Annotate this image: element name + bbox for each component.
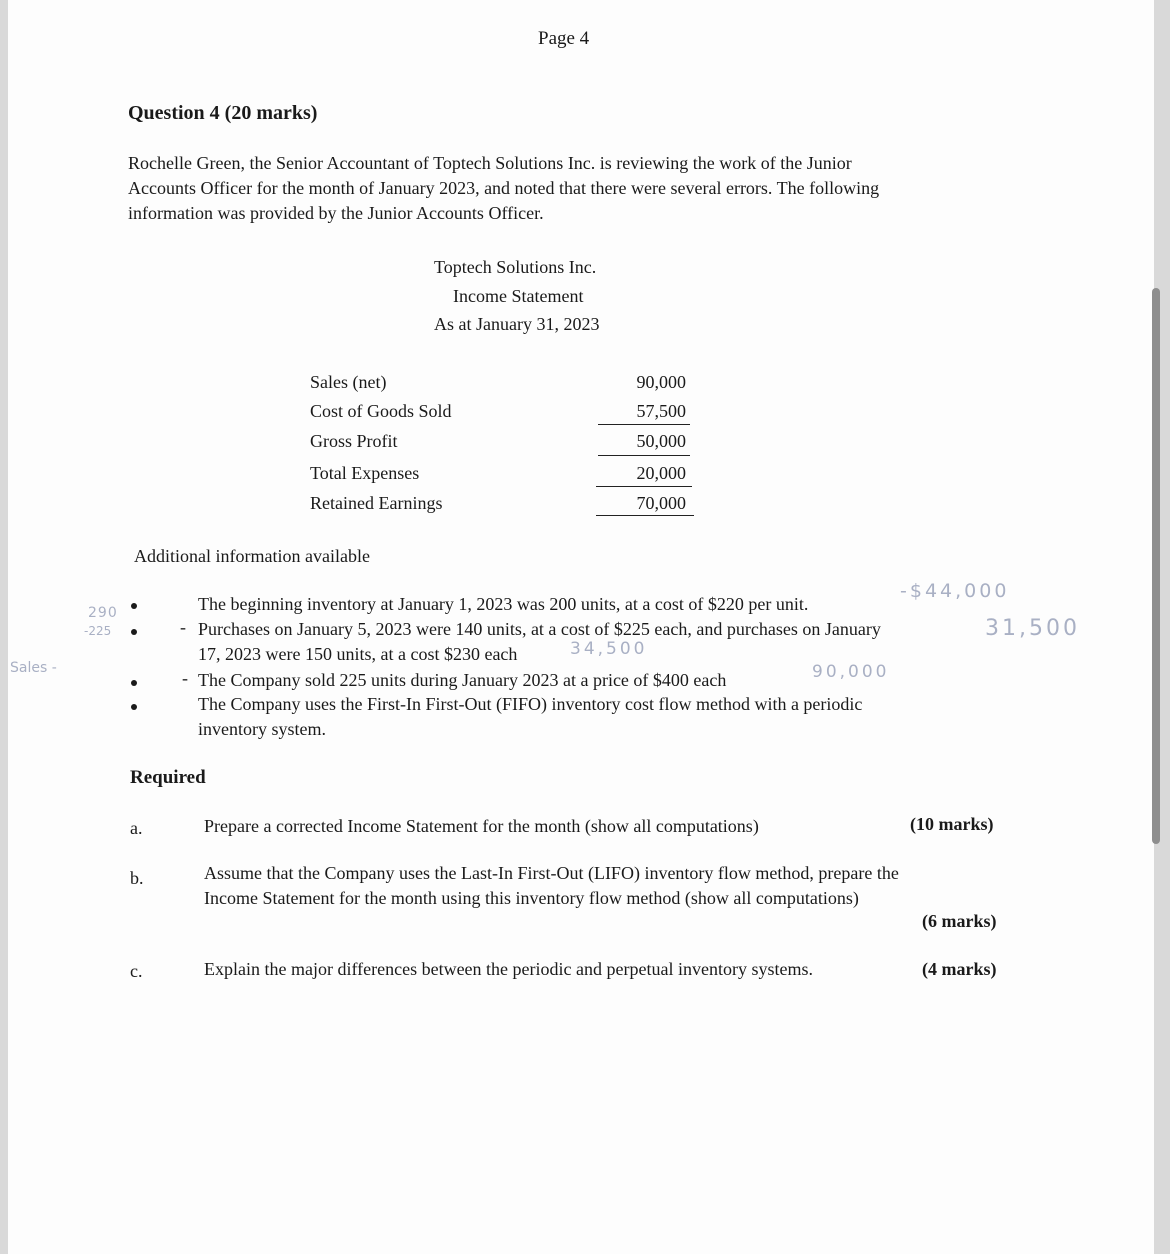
intro-line-2: Accounts Officer for the month of January 2023, and noted that there were several errors. The following — [128, 178, 880, 198]
handwritten-note-sales: 90,000 — [812, 662, 890, 682]
part-b-letter: b. — [130, 868, 144, 888]
statement-row-label: Total Expenses — [310, 463, 420, 483]
statement-row-label: Sales (net) — [310, 372, 387, 392]
total-underline — [596, 486, 692, 487]
total-underline — [598, 455, 690, 456]
handwritten-margin-3: Sales - — [10, 660, 57, 676]
handwritten-margin-1: 290 — [88, 605, 118, 621]
part-b-marks: (6 marks) — [922, 911, 997, 931]
required-heading: Required — [130, 767, 206, 788]
handwritten-dash: - — [180, 617, 186, 637]
statement-row-label: Cost of Goods Sold — [310, 401, 452, 421]
bullet-dot — [131, 680, 137, 686]
bullet-dot — [131, 629, 137, 635]
statement-row-label: Retained Earnings — [310, 493, 443, 513]
statement-row-amount: 50,000 — [636, 431, 686, 451]
handwritten-margin-2: -225 — [84, 624, 112, 638]
statement-row-amount: 20,000 — [636, 463, 686, 483]
handwritten-note-beginning-cost: -$44,000 — [900, 580, 1010, 602]
statement-row-amount: 90,000 — [636, 372, 686, 392]
part-a-marks: (10 marks) — [910, 814, 994, 834]
additional-heading: Additional information available — [134, 546, 370, 566]
intro-line-3: information was provided by the Junior Accounts Officer. — [128, 203, 544, 223]
part-c-letter: c. — [130, 961, 143, 981]
bullet-dot — [131, 603, 137, 609]
part-b-line-1: Assume that the Company uses the Last-In First-Out (LIFO) inventory flow method, prepare the — [204, 863, 899, 883]
intro-line-1: Rochelle Green, the Senior Accountant of Toptech Solutions Inc. is reviewing the work of the Junior — [128, 153, 852, 173]
bullet-dot — [131, 704, 137, 710]
part-b-line-2: Income Statement for the month using this inventory flow method (show all computations) — [204, 888, 859, 908]
statement-row-label: Gross Profit — [310, 431, 398, 451]
handwritten-note-purchase-1: 31,500 — [985, 616, 1080, 641]
statement-date: As at January 31, 2023 — [434, 314, 600, 334]
page-number: Page 4 — [538, 28, 590, 49]
bullet-fifo-line-2: inventory system. — [198, 719, 326, 739]
handwritten-note-purchase-2: 34,500 — [570, 639, 648, 659]
part-c-text: Explain the major differences between the periodic and perpetual inventory systems. — [204, 959, 813, 979]
vertical-scrollbar[interactable] — [1152, 288, 1160, 844]
handwritten-dash: - — [182, 668, 188, 688]
total-underline — [598, 424, 690, 425]
statement-row-amount: 70,000 — [636, 493, 686, 513]
total-underline — [596, 515, 694, 516]
statement-company: Toptech Solutions Inc. — [434, 257, 597, 277]
bullet-sales: The Company sold 225 units during January 2023 at a price of $400 each — [198, 670, 727, 690]
bullet-beginning-inventory: The beginning inventory at January 1, 2023 was 200 units, at a cost of $220 per unit. — [198, 594, 809, 614]
statement-name: Income Statement — [453, 286, 584, 306]
part-c-marks: (4 marks) — [922, 959, 997, 979]
part-a-letter: a. — [130, 818, 143, 838]
part-a-text: Prepare a corrected Income Statement for the month (show all computations) — [204, 816, 759, 836]
bullet-purchases-line-2: 17, 2023 were 150 units, at a cost $230 each — [198, 644, 518, 664]
question-title: Question 4 (20 marks) — [128, 102, 318, 124]
bullet-fifo-line-1: The Company uses the First-In First-Out (FIFO) inventory cost flow method with a periodic — [198, 694, 863, 714]
statement-row-amount: 57,500 — [636, 401, 686, 421]
bullet-purchases-line-1: Purchases on January 5, 2023 were 140 units, at a cost of $225 each, and purchases on January — [198, 619, 881, 639]
